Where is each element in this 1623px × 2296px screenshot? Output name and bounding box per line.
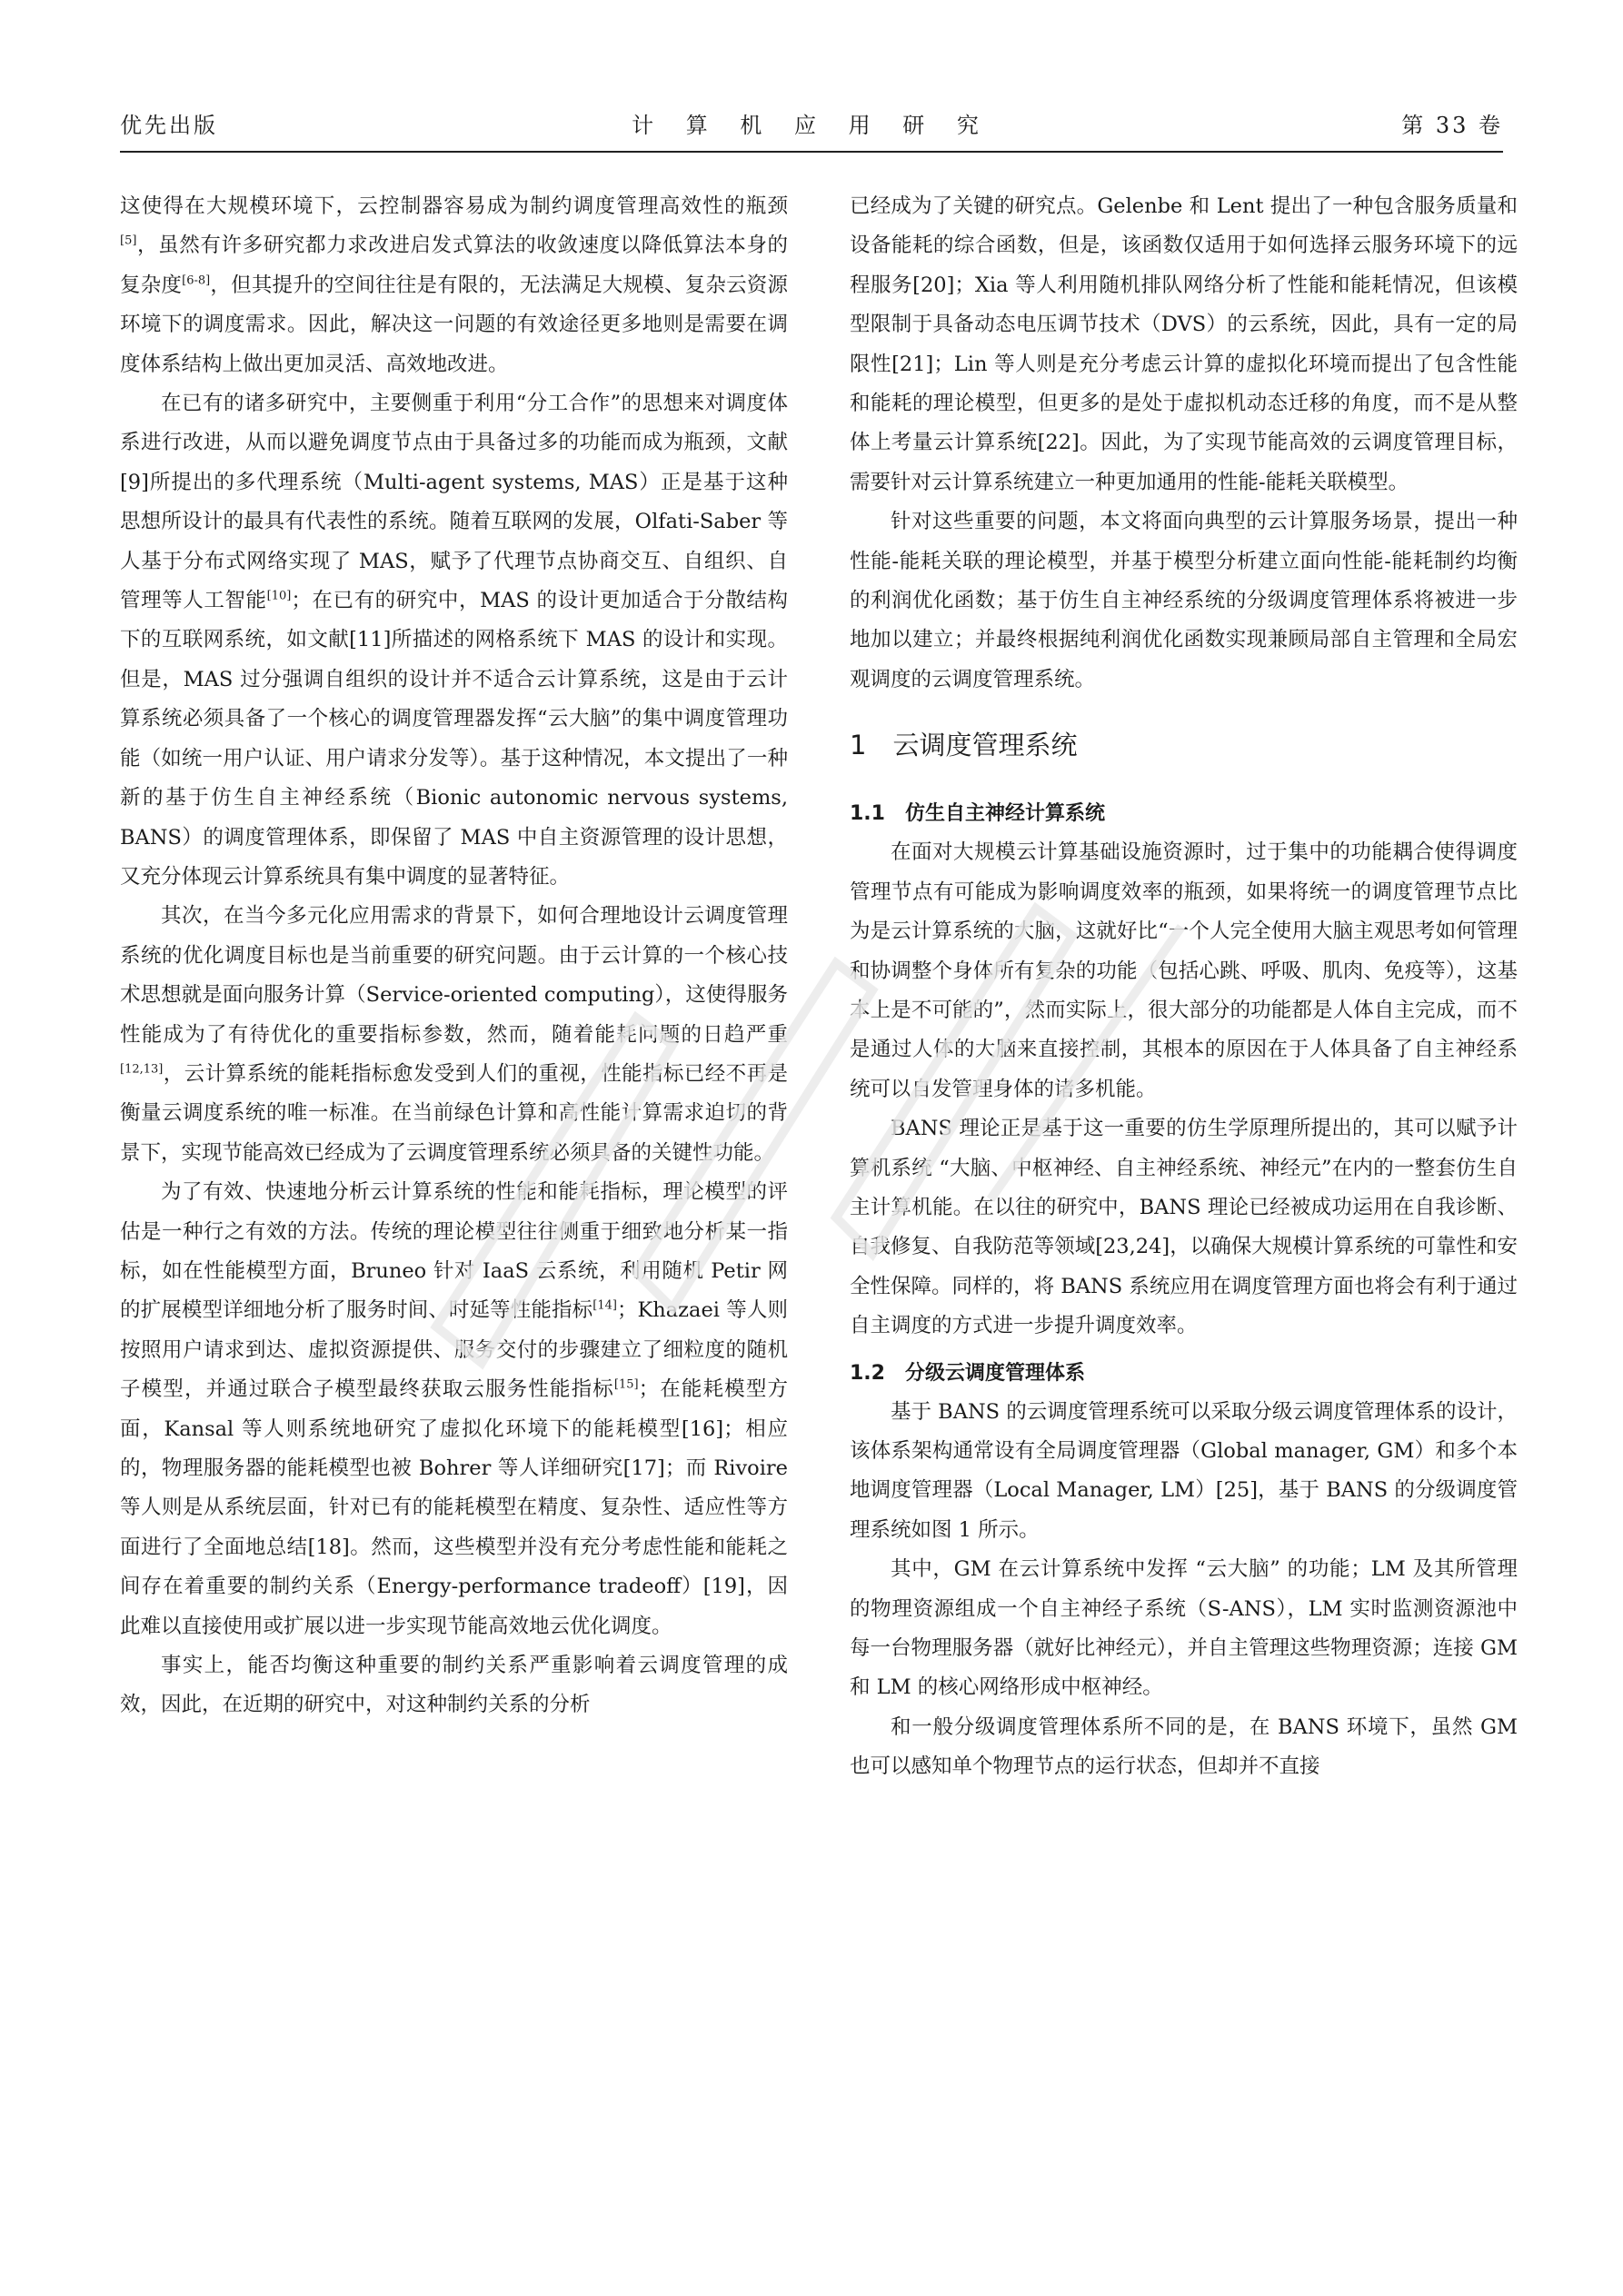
- paragraph: 针对这些重要的问题，本文将面向典型的云计算服务场景，提出一种性能-能耗关联的理论模型，并基于模型分析建立面向性能-能耗制约均衡的利润优化函数；基于仿生自主神经系统的分级调度管理体系将被进一步地加以建立；并最终根据纯利润优化函数实现兼顾局部自主管理和全局宏观调度的云调度管理系统。: [850, 510, 1518, 691]
- subsection-heading: 1.2 分级云调度管理体系: [850, 1361, 1085, 1385]
- subsection-heading: 1.1 仿生自主神经计算系统: [850, 802, 1105, 826]
- header-rule: [120, 151, 1503, 153]
- paragraph: 在已有的诸多研究中，主要侧重于利用“分工合作”的思想来对调度体系进行改进，从而以避免调度节点由于具备过多的功能而成为瓶颈，文献[9]所提出的多代理系统（Multi-agent systems, MAS）正是基于这种思想所设计的最具有代表性的系统。随着互联网的发展，Olfati-Saber 等人基于分布式网络实现了 MAS，赋予了代理节点协商交互、自组织、自管理等人工智能[10]；在已有的研究中，MAS 的设计更加适合于分散结构下的互联网系统，如文献[11]所描述的网格系统下 MAS 的设计和实现。但是，MAS 过分强调自组织的设计并不适合云计算系统，这是由于云计算系统必须具备了一个核心的调度管理器发挥“云大脑”的集中调度管理功能（如统一用户认证、用户请求分发等）。基于这种情况，本文提出了一种新的基于仿生自主神经系统（Bionic autonomic nervous systems, BANS）的调度管理体系，即保留了 MAS 中自主资源管理的设计思想，又充分体现云计算系统具有集中调度的显著特征。: [120, 392, 788, 889]
- paragraph: 已经成为了关键的研究点。Gelenbe 和 Lent 提出了一种包含服务质量和设备能耗的综合函数，但是，该函数仅适用于如何选择云服务环境下的远程服务[20]；Xia 等人利用随机排队网络分析了性能和能耗情况，但该模型限制于具备动态电压调节技术（DVS）的云系统，因此，具有一定的局限性[21]；Lin 等人则是充分考虑云计算的虚拟化环境而提出了包含性能和能耗的理论模型，但更多的是处于虚拟机动态迁移的角度，而不是从整体上考量云计算系统[22]。因此，为了实现节能高效的云调度管理目标，需要针对云计算系统建立一种更加通用的性能-能耗关联模型。: [850, 194, 1518, 494]
- section-heading: 1 云调度管理系统: [850, 730, 1078, 761]
- running-header: [120, 109, 1503, 145]
- journal-title: 计 算 机 应 用 研 究: [632, 113, 991, 138]
- paragraph: 基于 BANS 的云调度管理系统可以采取分级云调度管理体系的设计，该体系架构通常设有全局调度管理器（Global manager, GM）和多个本地调度管理器（Local Manager, LM）[25]，基于 BANS 的分级调度管理系统如图 1 所示。: [850, 1399, 1518, 1542]
- header-left: 优先出版: [120, 113, 218, 138]
- paragraph: 和一般分级调度管理体系所不同的是，在 BANS 环境下，虽然 GM 也可以感知单个物理节点的运行状态，但却并不直接: [850, 1715, 1518, 1779]
- paragraph: 事实上，能否均衡这种重要的制约关系严重影响着云调度管理的成效，因此，在近期的研究中，对这种制约关系的分析: [120, 1654, 788, 1717]
- right-column: [850, 187, 1518, 1787]
- paragraph: 其中，GM 在云计算系统中发挥 “云大脑” 的功能；LM 及其所管理的物理资源组成一个自主神经子系统（S-ANS），LM 实时监测资源池中每一台物理服务器（就好比神经元），并自主管理这些物理资源；连接 GM 和 LM 的核心网络形成中枢神经。: [850, 1557, 1518, 1700]
- left-column: [120, 187, 788, 1725]
- paragraph: 这使得在大规模环境下，云控制器容易成为制约调度管理高效性的瓶颈[5]，虽然有许多研究都力求改进启发式算法的收敛速度以降低算法本身的复杂度[6-8]，但其提升的空间往往是有限的，无法满足大规模、复杂云资源环境下的调度需求。因此，解决这一问题的有效途径更多地则是需要在调度体系结构上做出更加灵活、高效地改进。: [120, 194, 788, 376]
- paragraph: 为了有效、快速地分析云计算系统的性能和能耗指标，理论模型的评估是一种行之有效的方法。传统的理论模型往往侧重于细致地分析某一指标，如在性能模型方面，Bruneo 针对 IaaS 云系统，利用随机 Petir 网的扩展模型详细地分析了服务时间、时延等性能指标[14]；Khazaei 等人则按照用户请求到达、虚拟资源提供、服务交付的步骤建立了细粒度的随机子模型，并通过联合子模型最终获取云服务性能指标[15]；在能耗模型方面，Kansal 等人则系统地研究了虚拟化环境下的能耗模型[16]；相应的，物理服务器的能耗模型也被 Bohrer 等人详细研究[17]；而 Rivoire 等人则是从系统层面，针对已有的能耗模型在精度、复杂性、适应性等方面进行了全面地总结[18]。然而，这些模型并没有充分考虑性能和能耗之间存在着重要的制约关系（Energy-performance tradeoff）[19]，因此难以直接使用或扩展以进一步实现节能高效地云优化调度。: [120, 1180, 788, 1638]
- paragraph: 其次，在当今多元化应用需求的背景下，如何合理地设计云调度管理系统的优化调度目标也是当前重要的研究问题。由于云计算的一个核心技术思想就是面向服务计算（Service-oriented computing），这使得服务性能成为了有待优化的重要指标参数，然而，随着能耗问题的日趋严重[12,13]，云计算系统的能耗指标愈发受到人们的重视，性能指标已经不再是衡量云调度系统的唯一标准。在当前绿色计算和高性能计算需求迫切的背景下，实现节能高效已经成为了云调度管理系统必须具备的关键性功能。: [120, 904, 788, 1165]
- paragraph: BANS 理论正是基于这一重要的仿生学原理所提出的，其可以赋予计算机系统 “大脑、中枢神经、自主神经系统、神经元”在内的一整套仿生自主计算机能。在以往的研究中，BANS 理论已经被成功运用在自我诊断、自我修复、自我防范等领域[23,24]，以确保大规模计算系统的可靠性和安全性保障。同样的，将 BANS 系统应用在调度管理方面也将会有利于通过自主调度的方式进一步提升调度效率。: [850, 1117, 1518, 1338]
- volume-label: 第 33 卷: [1401, 113, 1503, 138]
- paragraph: 在面对大规模云计算基础设施资源时，过于集中的功能耦合使得调度管理节点有可能成为影响调度效率的瓶颈，如果将统一的调度管理节点比为是云计算系统的大脑，这就好比“一个人完全使用大脑主观思考如何管理和协调整个身体所有复杂的功能（包括心跳、呼吸、肌肉、免疫等），这基本上是不可能的”，然而实际上，很大部分的功能都是人体自主完成，而不是通过人体的大脑来直接控制，其根本的原因在于人体具备了自主神经系统可以自发管理身体的诸多机能。: [850, 840, 1518, 1101]
